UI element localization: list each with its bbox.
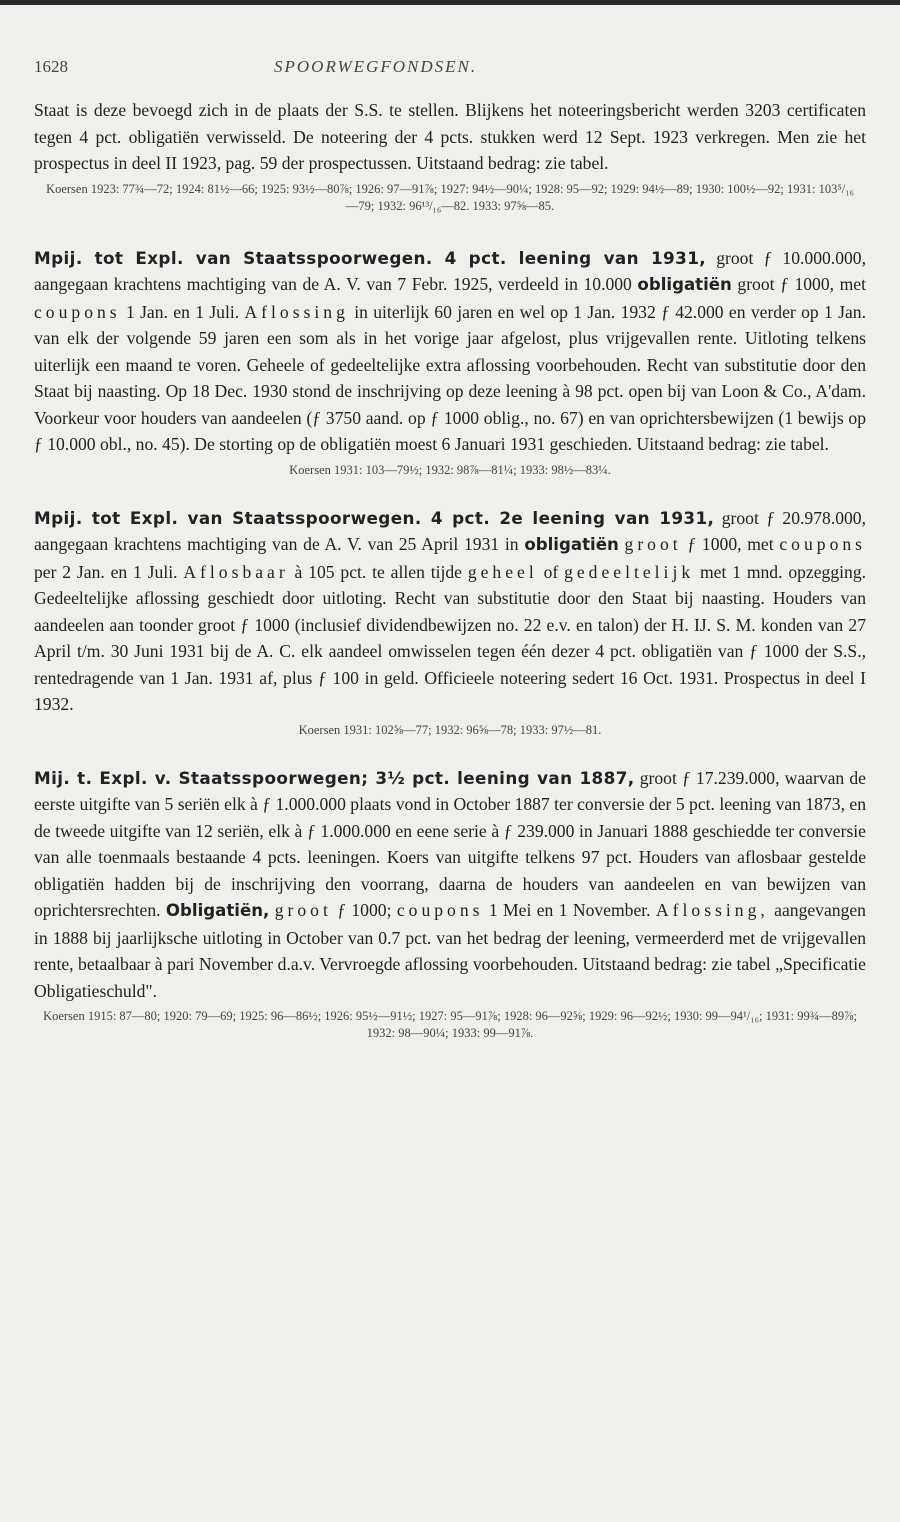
running-title: SPOORWEGFONDSEN. bbox=[274, 57, 478, 76]
keyword-groot: groot bbox=[624, 534, 682, 554]
keyword-coupons: coupons bbox=[396, 900, 484, 920]
keyword-coupons: coupons bbox=[779, 534, 867, 554]
entry-1887-prices: Koersen 1915: 87—80; 1920: 79—69; 1925: 96—86½; 1926: 95½—91½; 1927: 95—91⅞; 1928: 96—92⅝; 1929: 96—92½; 1930: 99—94¹/₁₆; 1931: 99¾—89⅞; 1932: 98—90¼; 1933: 99—91⅞. bbox=[43, 1009, 857, 1040]
entry-1931-heading: Mpij. tot Expl. van Staatsspoorwegen. 4 pct. leening van 1931, bbox=[34, 247, 707, 268]
keyword-coupons: coupons bbox=[34, 301, 121, 322]
keyword-obligatien: obligatiën bbox=[524, 535, 619, 554]
keyword-aflossing: Aflossing bbox=[244, 301, 349, 322]
keyword-aflosbaar: Aflosbaar bbox=[183, 561, 289, 582]
entry-1931-loan: Mpij. tot Expl. van Staatsspoorwegen. 4 pct. leening van 1931, groot ƒ 10.000.000, aangegaan krachtens machtiging van de A. V. van 7 Febr. 1925, verdeeld in 10.000 obligatiën groot ƒ 1000, met coupons 1 Jan. en 1 Juli. Aflossing in uiterlijk 60 jaren en wel op 1 Jan. 1932 ƒ 42.000 en verder op 1 Jan. van elk der volgende 59 jaren een som als in het vorige jaar afgelost, plus vrijgevallen rente. Uitloting telkens uiterlijk een maand te voren. Geheele of gedeeltelijke extra aflossing voorbehouden. Recht van substitutie door den Staat bij naasting. Op 18 Dec. 1930 stond de inschrijving op deze leening à 98 pct. open bij van Loon & Co., A'dam. Voorkeur voor houders van aandeelen (ƒ 3750 aand. op ƒ 1000 oblig., no. 67) en van oprichtersbewijzen (1 bewijs op ƒ 10.000 obl., no. 45). De storting op de obligatiën moest 6 Januari 1931 geschieden. Uitstaand bedrag: zie tabel. bbox=[34, 247, 866, 454]
keyword-obligatien: Obligatiën, bbox=[165, 901, 270, 920]
keyword-gedeeltelijk: gedeeltelijk bbox=[564, 561, 695, 582]
entry-1931-second-heading: Mpij. tot Expl. van Staatsspoorwegen. 4 pct. 2e leening van 1931, bbox=[34, 507, 715, 528]
running-head bbox=[34, 5, 866, 97]
entry-1931-prices: Koersen 1931: 103—79½; 1932: 98⅞—81¼; 1933: 98½—83¼. bbox=[289, 462, 611, 477]
page-number: 1628 bbox=[34, 57, 68, 76]
keyword-geheel: geheel bbox=[467, 561, 538, 582]
keyword-obligatien: obligatiën bbox=[637, 275, 732, 294]
keyword-groot: groot bbox=[274, 900, 332, 920]
intro-prices: Koersen 1923: 77¾—72; 1924: 81½—66; 1925: 93½—80⅞; 1926: 97—91⅞; 1927: 94½—90¼; 1928: 95—92; 1929: 94½—89; 1930: 100½—92; 1931: 103⁵/₁₆—79; 1932: 96¹³/₁₆—82. 1933: 97⅝—85. bbox=[46, 181, 854, 213]
entry-1887-heading: Mij. t. Expl. v. Staatsspoorwegen; 3½ pct. leening van 1887, bbox=[34, 767, 635, 788]
entry-1931-second-loan: Mpij. tot Expl. van Staatsspoorwegen. 4 pct. 2e leening van 1931, groot ƒ 20.978.000, aangegaan krachtens machtiging van de A. V. van 25 April 1931 in obligatiën groot ƒ 1000, met coupons per 2 Jan. en 1 Juli. Aflosbaar à 105 pct. te allen tijde geheel of gedeeltelijk met 1 mnd. opzegging. Gedeeltelijke aflossing geschiedt door uitloting. Recht van substitutie door den Staat bij naasting. Houders van aandeelen aan toonder groot ƒ 1000 (inclusief dividendbewijzen no. 22 e.v. en talon) der H. IJ. S. M. konden van 27 April t/m. 30 Juni 1931 bij de A. C. elk aandeel omwisselen tegen één dezer 4 pct. obligatiën van ƒ 1000 der S.S., rentedragende van 1 Jan. 1931 af, plus ƒ 100 in geld. Officieele noteering sedert 16 Oct. 1931. Prospectus in deel I 1932. bbox=[34, 507, 867, 714]
entry-1887-loan: Mij. t. Expl. v. Staatsspoorwegen; 3½ pct. leening van 1887, groot ƒ 17.239.000, waarvan de eerste uitgifte van 5 seriën elk à ƒ 1.000.000 plaats vond in October 1887 ter conversie der 5 pct. leening van 1873, en de tweede uitgifte van 12 seriën, elk à ƒ 1.000.000 en eene serie à ƒ 239.000 in Januari 1888 geschiedde ter conversie van alle toenmaals bestaande 4 pcts. leeningen. Koers van uitgifte telkens 97 pct. Houders van aflosbaar gestelde obligatiën hadden bij de inschrijving den voorrang, daarna de houders van aandeelen en van bewijzen van oprichtersrechten. Obligatiën, groot ƒ 1000; coupons 1 Mei en 1 November. Aflossing, aangevangen in 1888 bij jaarlijksche uitloting in October van 0.7 pct. van het bedrag der leening, vermeerderd met de vrijgevallen rente, betaalbaar à pari November d.a.v. Vervroegde aflossing voorbehouden. Uitstaand bedrag: zie tabel „Specificatie Obligatieschuld". bbox=[34, 767, 866, 1001]
entry-1931-second-prices: Koersen 1931: 102⅝—77; 1932: 96⅝—78; 1933: 97½—81. bbox=[298, 722, 602, 737]
intro-paragraph: Staat is deze bevoegd zich in de plaats der S.S. te stellen. Blijkens het noteeringsbericht werden 3203 certificaten tegen 4 pct. obligatiën verwisseld. De noteering der 4 pcts. stukken werd 12 Sept. 1923 verkregen. Men zie het prospectus in deel II 1923, pag. 59 der prospectussen. Uitstaand bedrag: zie tabel. bbox=[34, 100, 866, 173]
keyword-aflossing: Aflossing, bbox=[655, 900, 769, 920]
